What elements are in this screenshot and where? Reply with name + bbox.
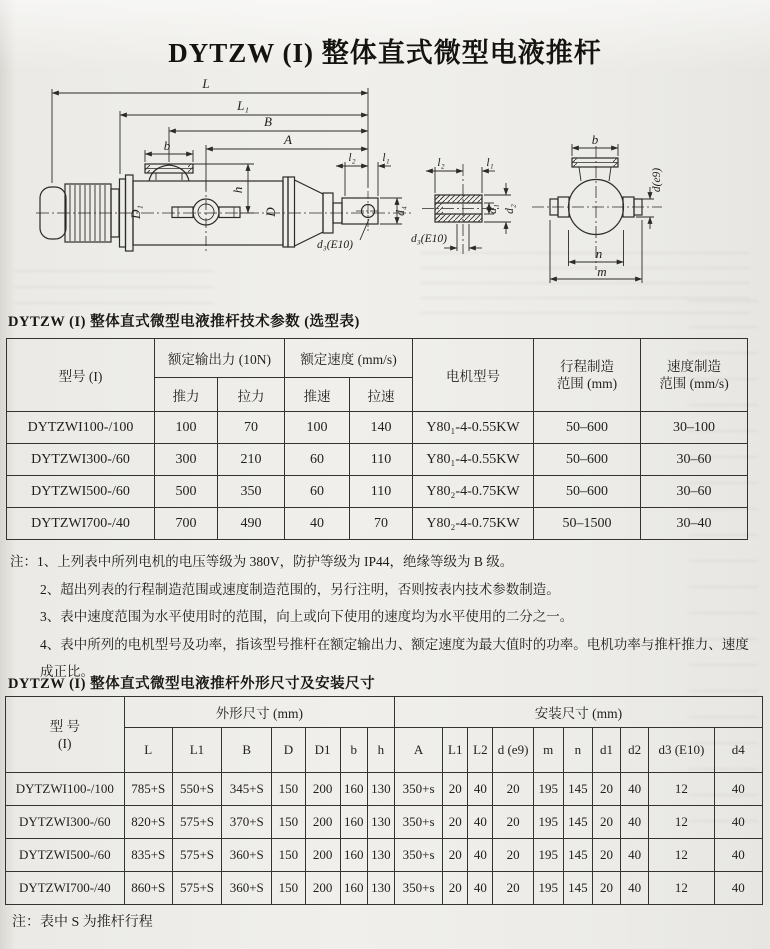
col-header-model <box>6 697 125 773</box>
cell: 40 <box>714 872 762 905</box>
cell: 40 <box>468 839 493 872</box>
cell: 40 <box>714 839 762 872</box>
header-line: 型 号 <box>49 718 80 734</box>
col-header: D1 <box>305 728 340 773</box>
cell: 350+s <box>394 872 442 905</box>
header-line: 速度制造 <box>667 359 721 374</box>
table-row <box>7 444 748 476</box>
cell: 160 <box>340 806 367 839</box>
col-header: h <box>367 728 394 773</box>
header-line: 行程制造 <box>560 359 614 374</box>
main-view <box>36 164 412 252</box>
cell: 20 <box>443 806 468 839</box>
col-header: L <box>124 728 172 773</box>
cell: 575+S <box>172 806 221 839</box>
dim-label-l1: l₁ <box>486 157 494 169</box>
cell: 150 <box>272 806 305 839</box>
note-text: 1、上列表中所列电机的电压等级为 380V，防护等级为 IP44，绝缘等级为 B 级。 <box>37 554 514 569</box>
cell: 345+S <box>222 773 272 806</box>
cell: 50–600 <box>534 476 641 508</box>
cell: 12 <box>649 872 714 905</box>
cell: 145 <box>563 839 592 872</box>
cell: 60 <box>285 476 350 508</box>
col-header-rated-speed: 额定速度 (mm/s) <box>285 339 413 378</box>
cell: 20 <box>592 773 620 806</box>
dim-label-d2: d₂ <box>504 204 516 214</box>
table-row <box>7 508 748 540</box>
cell: 820+S <box>124 806 172 839</box>
dim-label-l2: l₂ <box>348 152 356 164</box>
dim-label-h: h <box>230 186 245 194</box>
col-header-push-force: 推力 <box>155 378 218 412</box>
dim-label-D1: D₁ <box>128 205 143 219</box>
cell-model: DYTZWI300-/60 <box>6 806 125 839</box>
cell: 490 <box>218 508 285 540</box>
cell: 145 <box>563 806 592 839</box>
end-view-dimensions <box>550 132 663 283</box>
cell: 30–40 <box>641 508 748 540</box>
dim-label-d-e9: d(e9) <box>651 167 663 193</box>
col-header: b <box>340 728 367 773</box>
cell: 40 <box>621 773 649 806</box>
note-item <box>10 603 756 631</box>
col-header-pull-speed: 拉速 <box>350 378 413 412</box>
cell: 575+S <box>172 872 221 905</box>
cell: 30–60 <box>641 476 748 508</box>
section-view-dimensions <box>411 157 516 251</box>
cell: 100 <box>155 412 218 444</box>
cell: 150 <box>272 839 305 872</box>
cell: 200 <box>305 872 340 905</box>
dim-label-A: A <box>284 132 292 147</box>
dim-label-L: L <box>202 76 210 91</box>
trunnion-pin-right <box>219 207 240 218</box>
cell: 110 <box>350 444 413 476</box>
cell: 20 <box>592 806 620 839</box>
cell: 40 <box>468 806 493 839</box>
cell: 130 <box>367 773 394 806</box>
cell: 550+S <box>172 773 221 806</box>
col-header: D <box>272 728 305 773</box>
table-row <box>6 773 763 806</box>
dim-label-m: m <box>597 264 607 279</box>
cell: 145 <box>563 773 592 806</box>
cell: 130 <box>367 872 394 905</box>
dim-label-d1: d₁ <box>487 204 499 214</box>
cell: 60 <box>285 444 350 476</box>
header-line: (I) <box>58 735 72 751</box>
cell: 160 <box>340 872 367 905</box>
cell: 20 <box>493 839 533 872</box>
dim-label-d3: d₃(E10) <box>411 233 447 245</box>
col-header: A <box>394 728 442 773</box>
table-row <box>7 476 748 508</box>
cell: 195 <box>533 806 563 839</box>
cell-motor: Y80₂-4-0.75KW <box>413 476 534 508</box>
col-header: m <box>533 728 563 773</box>
dim-label-L1: L₁ <box>237 98 249 113</box>
cell: 40 <box>621 806 649 839</box>
cell: 360+S <box>222 872 272 905</box>
cell: 40 <box>714 773 762 806</box>
cell: 20 <box>493 872 533 905</box>
cell: 20 <box>443 872 468 905</box>
cell: 12 <box>649 806 714 839</box>
table-row <box>7 412 748 444</box>
col-header-rated-force: 额定输出力 (10N) <box>155 339 285 378</box>
front-flange-plate <box>283 177 288 247</box>
dim-label-D: D <box>263 207 278 217</box>
cell: 130 <box>367 839 394 872</box>
trunnion-pin-left <box>172 207 193 218</box>
cell: 200 <box>305 773 340 806</box>
note-item <box>10 576 756 604</box>
table-row <box>6 806 763 839</box>
cell: 40 <box>468 872 493 905</box>
dim-label-l2: l₂ <box>437 157 445 169</box>
cell: 500 <box>155 476 218 508</box>
col-header: d1 <box>592 728 620 773</box>
col-header: d (e9) <box>493 728 533 773</box>
cell: 110 <box>350 476 413 508</box>
cell: 50–600 <box>534 412 641 444</box>
col-header: L1 <box>443 728 468 773</box>
cell: 40 <box>468 773 493 806</box>
dim-label-d4: d₄ <box>395 206 407 216</box>
cell: 360+S <box>222 839 272 872</box>
dim-label-d3: d₃(E10) <box>317 239 353 251</box>
cell: 160 <box>340 773 367 806</box>
cell: 40 <box>621 839 649 872</box>
cell-motor: Y80₂-4-0.75KW <box>413 508 534 540</box>
cell: 100 <box>285 412 350 444</box>
note-text: 4、表中所列的电机型号及功率，指该型号推杆在额定输出力、额定速度为最大值时的功率。电机功率与推杆推力、速度成正比。 <box>40 636 749 679</box>
cell: 370+S <box>222 806 272 839</box>
cell: 160 <box>340 839 367 872</box>
cell: 300 <box>155 444 218 476</box>
cell-model: DYTZWI100-/100 <box>7 412 155 444</box>
col-header: d2 <box>621 728 649 773</box>
col-header-stroke-range <box>534 339 641 412</box>
cell-model: DYTZWI700-/40 <box>7 508 155 540</box>
cell: 50–1500 <box>534 508 641 540</box>
header-line: 范围 (mm/s) <box>659 376 729 391</box>
cell-motor: Y80₁-4-0.55KW <box>413 444 534 476</box>
col-header: B <box>222 728 272 773</box>
note-text: 2、超出列表的行程制造范围或速度制造范围的，另行注明，否则按表内技术参数制造。 <box>40 581 560 597</box>
cell: 200 <box>305 806 340 839</box>
table-row <box>6 839 763 872</box>
cell: 40 <box>285 508 350 540</box>
cell: 575+S <box>172 839 221 872</box>
cell: 20 <box>493 773 533 806</box>
cell: 20 <box>493 806 533 839</box>
cell-model: DYTZWI700-/40 <box>6 872 125 905</box>
col-header: L2 <box>468 728 493 773</box>
note-item <box>10 548 756 576</box>
dim-label-n: n <box>595 246 603 261</box>
dim-label-b: b <box>591 132 599 147</box>
cell: 30–100 <box>641 412 748 444</box>
cell: 130 <box>367 806 394 839</box>
col-header-push-speed: 推速 <box>285 378 350 412</box>
notes-label: 注： <box>10 554 37 569</box>
cell: 150 <box>272 773 305 806</box>
cell: 145 <box>563 872 592 905</box>
col-header-pull-force: 拉力 <box>218 378 285 412</box>
cell: 140 <box>350 412 413 444</box>
col-header-model: 型号 (I) <box>7 339 155 412</box>
cell: 785+S <box>124 773 172 806</box>
cell-model: DYTZWI300-/60 <box>7 444 155 476</box>
dim-label-b: b <box>163 138 171 153</box>
cell-model: DYTZWI100-/100 <box>6 773 125 806</box>
cell: 700 <box>155 508 218 540</box>
cell: 150 <box>272 872 305 905</box>
cell: 195 <box>533 839 563 872</box>
cell-motor: Y80₁-4-0.55KW <box>413 412 534 444</box>
note-text: 3、表中速度范围为水平使用时的范围，向上或向下使用的速度均为水平使用的二分之一。 <box>40 609 574 624</box>
table1-caption: DYTZW (I) 整体直式微型电液推杆技术参数 (选型表) <box>8 314 360 330</box>
col-group-install: 安装尺寸 (mm) <box>394 697 762 728</box>
cell: 50–600 <box>534 444 641 476</box>
cell: 195 <box>533 773 563 806</box>
cell: 350 <box>218 476 285 508</box>
col-header-motor: 电机型号 <box>413 339 534 412</box>
cell: 20 <box>592 872 620 905</box>
table-row <box>6 872 763 905</box>
cell: 30–60 <box>641 444 748 476</box>
dim-label-l1: l₁ <box>382 152 390 164</box>
cell: 70 <box>350 508 413 540</box>
cell: 40 <box>714 806 762 839</box>
col-group-outline: 外形尺寸 (mm) <box>124 697 394 728</box>
col-header: d3 (E10) <box>649 728 714 773</box>
cell: 350+s <box>394 806 442 839</box>
col-header: n <box>563 728 592 773</box>
front-flange-plate <box>288 177 295 247</box>
cell-model: DYTZWI500-/60 <box>6 839 125 872</box>
cell: 20 <box>592 839 620 872</box>
header-line: 范围 (mm) <box>556 376 618 391</box>
col-header: L1 <box>172 728 221 773</box>
technical-drawing <box>30 70 730 315</box>
cell: 40 <box>621 872 649 905</box>
cell: 200 <box>305 839 340 872</box>
cell: 20 <box>443 773 468 806</box>
cell: 70 <box>218 412 285 444</box>
table2-footnote: 注：表中 S 为推杆行程 <box>12 915 153 930</box>
dimensions-table <box>5 696 763 905</box>
page-title: DYTZW (I) 整体直式微型电液推杆 <box>168 38 602 69</box>
cell: 20 <box>443 839 468 872</box>
dim-label-B: B <box>264 114 272 129</box>
cell: 350+s <box>394 839 442 872</box>
parameters-table <box>6 338 748 540</box>
col-header: d4 <box>714 728 762 773</box>
notes-block <box>10 548 756 686</box>
cell: 350+s <box>394 773 442 806</box>
cell-model: DYTZWI500-/60 <box>7 476 155 508</box>
table2-caption: DYTZW (I) 整体直式微型电液推杆外形尺寸及安装尺寸 <box>8 676 376 692</box>
col-header-speed-range <box>641 339 748 412</box>
cell: 835+S <box>124 839 172 872</box>
cell: 860+S <box>124 872 172 905</box>
cell: 12 <box>649 839 714 872</box>
cell: 210 <box>218 444 285 476</box>
cell: 195 <box>533 872 563 905</box>
cell: 12 <box>649 773 714 806</box>
